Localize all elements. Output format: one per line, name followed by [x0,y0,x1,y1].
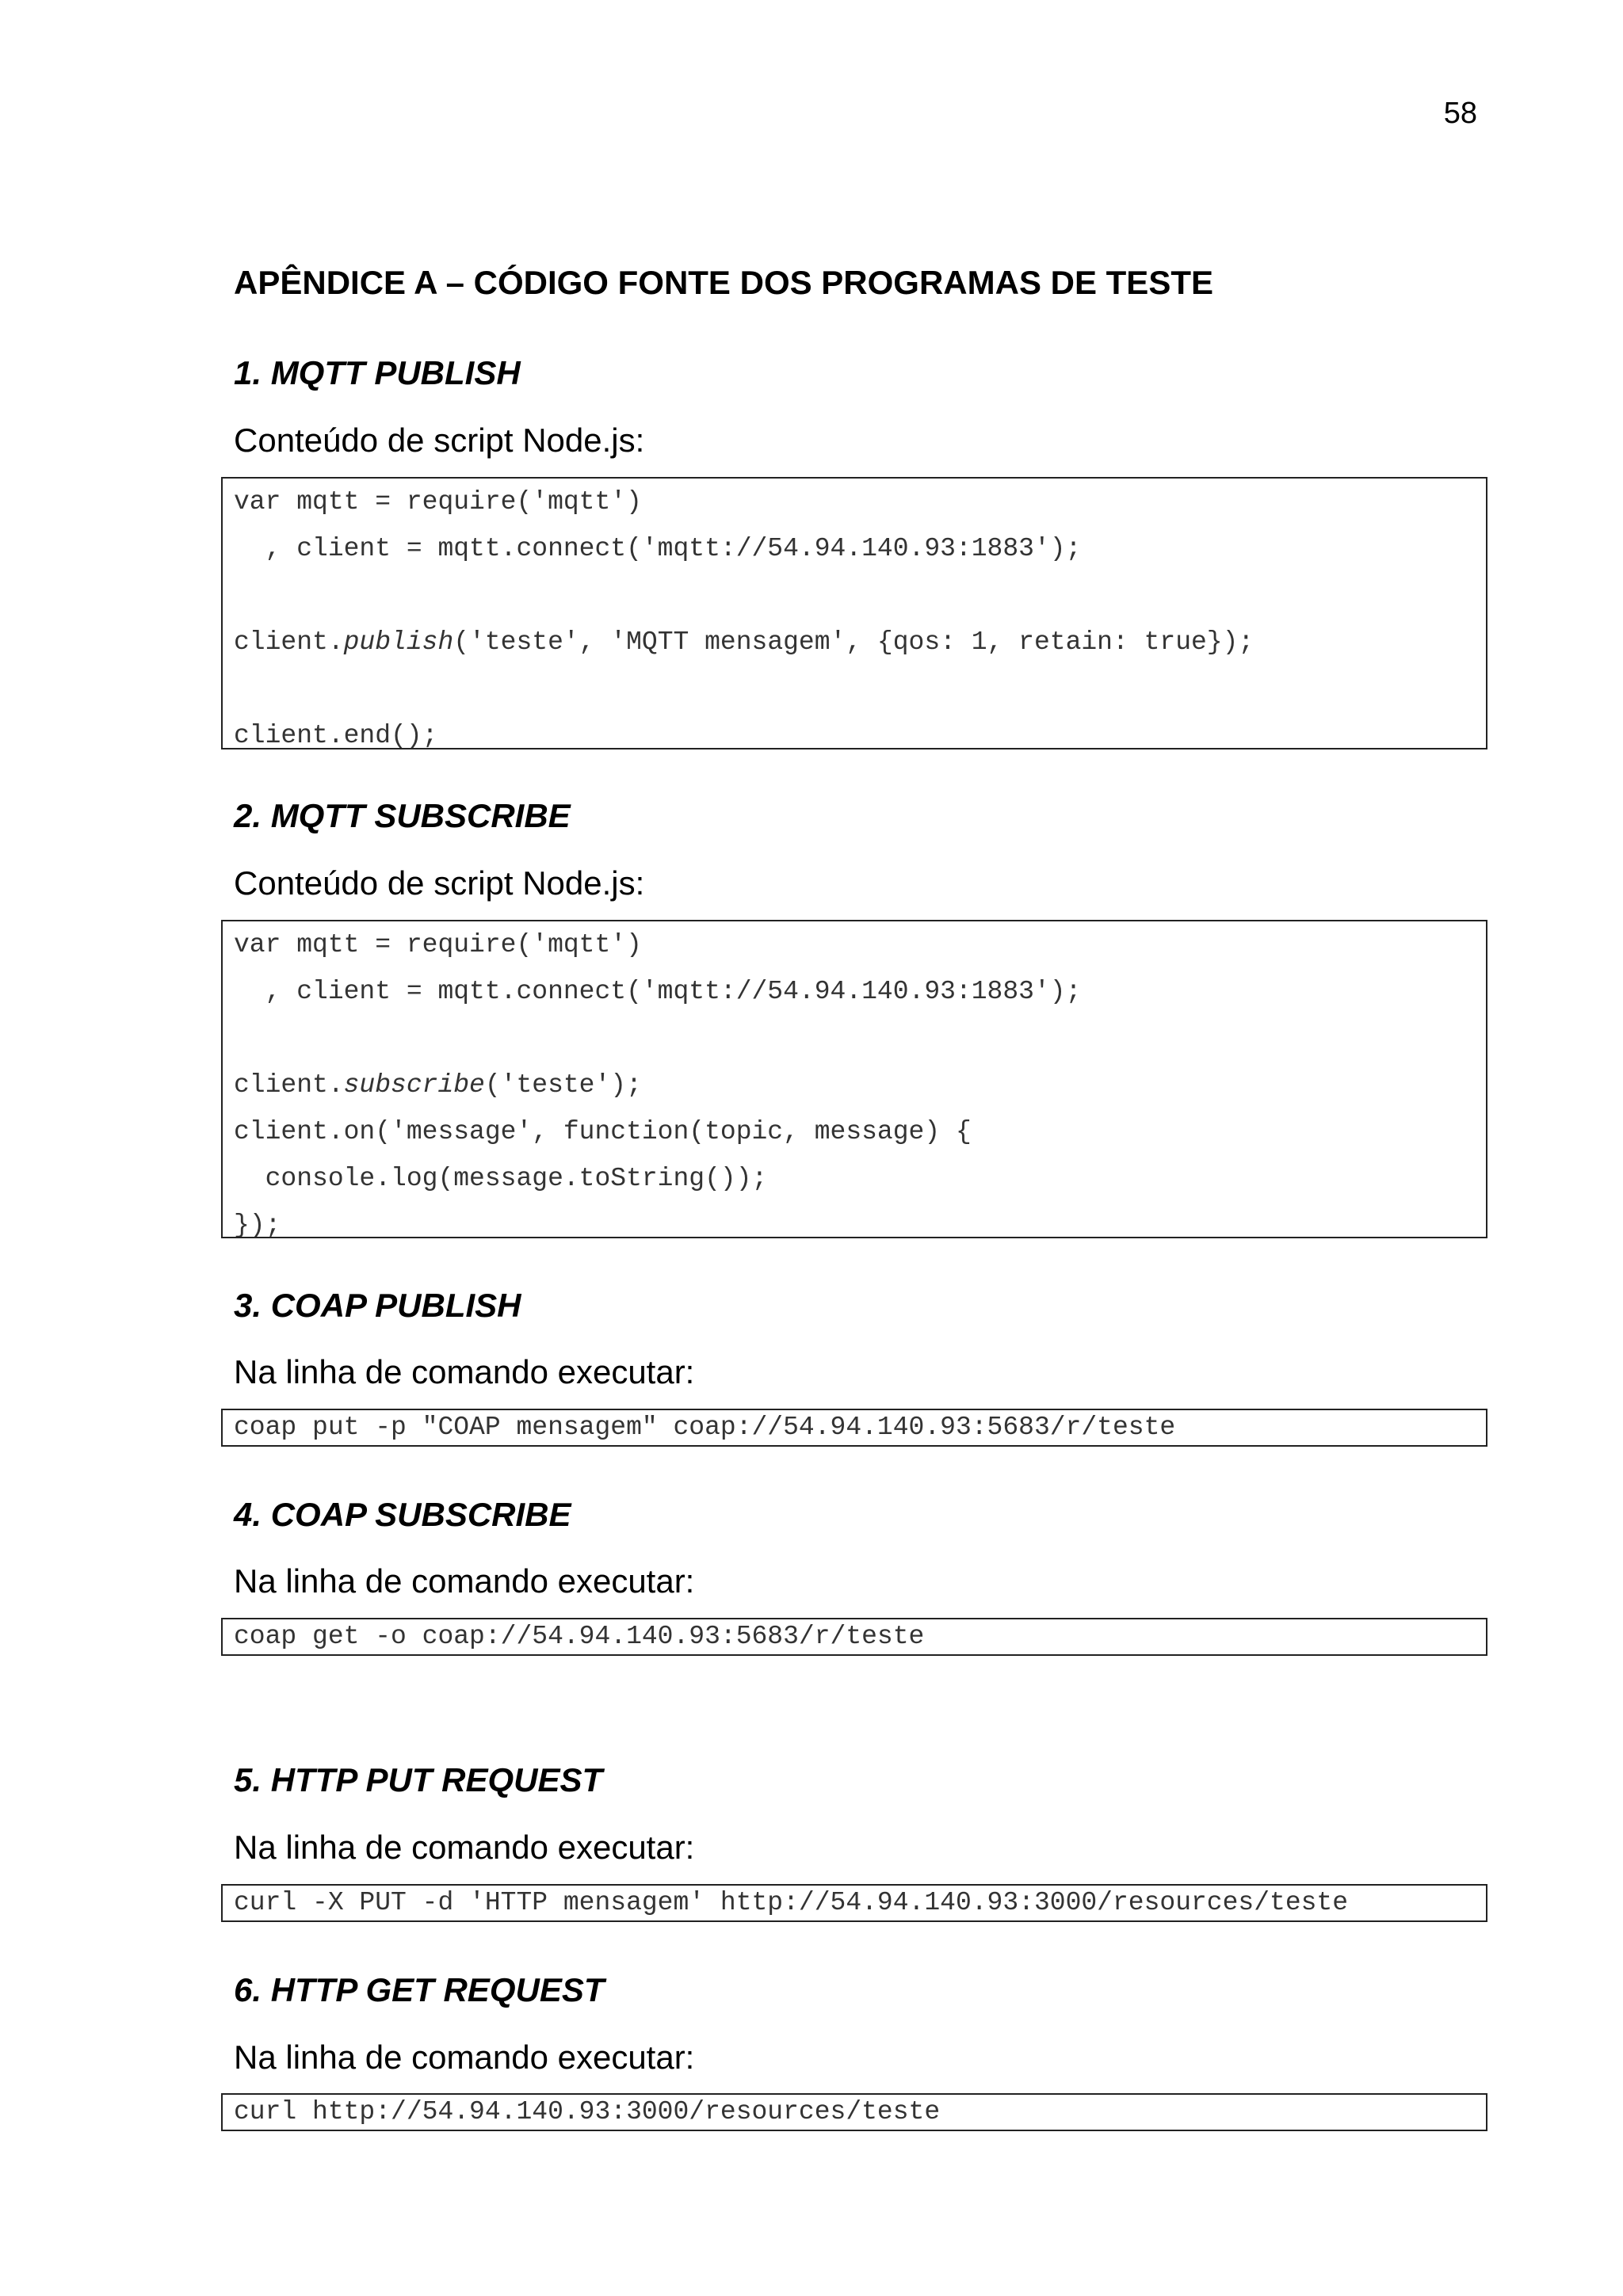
page-number: 58 [1443,97,1477,130]
section-intro: Conteúdo de script Node.js: [234,864,645,902]
code-block-mqtt-publish [221,477,1487,749]
section-intro: Na linha de comando executar: [234,1829,695,1866]
section-title-coap-publish: 3. COAP PUBLISH [234,1287,521,1324]
section-title-http-put: 5. HTTP PUT REQUEST [234,1761,603,1798]
code-line: console.log(message.toString()); [234,1164,768,1193]
section-intro: Na linha de comando executar: [234,1562,695,1600]
section-title-http-get: 6. HTTP GET REQUEST [234,1971,605,2008]
code-line [234,572,1475,619]
code-block-http-get [221,2093,1487,2131]
code-block-coap-publish [221,1409,1487,1447]
code-line: var mqtt = require('mqtt') [234,487,642,517]
code-line: , client = mqtt.connect('mqtt://54.94.140.93:1883'); [234,534,1082,563]
code-block-mqtt-subscribe [221,920,1487,1238]
code-line: }); [234,1211,281,1238]
code-line: client.on('message', function(topic, message) { [234,1117,972,1146]
code-line [234,666,1475,712]
section-title-mqtt-subscribe: 2. MQTT SUBSCRIBE [234,797,571,834]
code-line: var mqtt = require('mqtt') [234,930,642,959]
code-block-coap-subscribe [221,1618,1487,1656]
section-intro: Conteúdo de script Node.js: [234,421,645,459]
section-title-coap-subscribe: 4. COAP SUBSCRIBE [234,1496,571,1533]
code-block-http-put [221,1884,1487,1922]
code-line: client.subscribe('teste'); [234,1070,642,1100]
appendix-heading: APÊNDICE A – CÓDIGO FONTE DOS PROGRAMAS DE TESTE [234,264,1214,301]
section-intro: Na linha de comando executar: [234,1353,695,1390]
code-line: client.end(); [234,721,438,749]
code-line: curl http://54.94.140.93:3000/resources/teste [234,2097,941,2126]
code-line: client.publish('teste', 'MQTT mensagem', {qos: 1, retain: true}); [234,627,1254,657]
section-intro: Na linha de comando executar: [234,2039,695,2076]
code-line: coap get -o coap://54.94.140.93:5683/r/teste [234,1622,925,1651]
code-line [234,1015,1475,1062]
code-line: coap put -p "COAP mensagem" coap://54.94.140.93:5683/r/teste [234,1413,1176,1442]
code-line: , client = mqtt.connect('mqtt://54.94.140.93:1883'); [234,977,1082,1006]
section-title-mqtt-publish: 1. MQTT PUBLISH [234,354,521,391]
code-line: curl -X PUT -d 'HTTP mensagem' http://54.94.140.93:3000/resources/teste [234,1888,1349,1917]
